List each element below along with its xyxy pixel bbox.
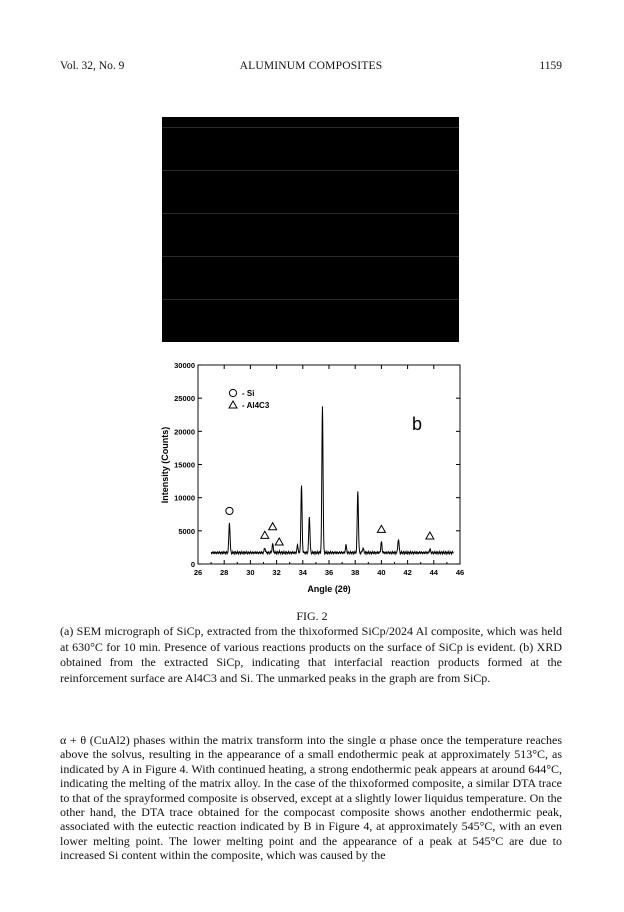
y-tick-label: 10000	[174, 493, 195, 503]
running-title: ALUMINUM COMPOSITES	[239, 60, 383, 72]
legend-al4c3-marker	[229, 401, 237, 408]
scan-line	[162, 213, 459, 214]
y-tick-label: 0	[190, 560, 195, 569]
xrd-chart	[150, 345, 480, 607]
si-peak-marker	[226, 507, 233, 514]
x-tick-label: 26	[193, 568, 203, 577]
page-number: 1159	[539, 60, 562, 72]
caption-text: (a) SEM micrograph of SiCp, extracted from the thixoformed SiCp/2024 Al composite, which was held at 630°C for 10 min. Presence of various reactions products on the surface of SiCp is evident. (b) XRD obtained from the extracted SiCp, indicating that interfacial reaction products formed at the reinforcement surface are Al4C3 and Si. The unmarked peaks in the graph are from SiCp.	[60, 624, 562, 685]
scan-line	[162, 170, 459, 171]
sem-micrograph	[162, 117, 459, 342]
al4c3-peak-marker	[426, 532, 434, 539]
x-tick-label: 42	[403, 568, 412, 577]
al4c3-peak-marker	[261, 531, 269, 538]
x-tick-label: 32	[272, 568, 281, 577]
x-tick-label: 40	[377, 568, 386, 577]
y-tick-label: 30000	[174, 361, 195, 370]
figure-caption	[60, 624, 562, 686]
figure-label: FIG. 2	[296, 609, 328, 623]
body-paragraph: α + θ (CuAl2) phases within the matrix transform into the single α phase once the temperature reaches above the solvus, resulting in the appearance of a small endothermic peak at approximately 513°C, as indicated by A in Figure 4. With continued heating, a strong endothermic peak appears at around 644°C, indicating the melting of the matrix alloy. In the case of the thixoformed composite, a similar DTA trace to that of the sprayformed composite is observed, except at a slightly lower liquidus temperature. On the other hand, the DTA trace obtained for the compocast composite shows another endothermic peak, associated with the eutectic reaction indicated by B in Figure 4, at approximately 545°C, with an even lower melting point. The lower melting point and the appearance of a peak at 545°C are due to increased Si content within the composite, which was caused by the	[60, 733, 562, 863]
panel-label: b	[412, 414, 423, 434]
legend-si-marker	[229, 389, 236, 396]
legend	[229, 389, 270, 410]
legend-al4c3-label: - Al4C3	[242, 401, 270, 410]
scan-line	[162, 256, 459, 257]
journal-volume: Vol. 32, No. 9	[60, 60, 125, 72]
scan-line	[162, 127, 459, 128]
x-tick-label: 38	[351, 568, 360, 577]
axis-ticks	[198, 365, 460, 564]
y-tick-label: 25000	[174, 394, 195, 404]
al4c3-peak-marker	[377, 525, 385, 532]
body-text	[60, 733, 562, 863]
al4c3-peak-marker	[269, 523, 277, 530]
x-tick-label: 44	[429, 568, 438, 577]
y-tick-label: 20000	[174, 427, 195, 437]
plot-frame	[198, 365, 460, 564]
y-tick-labels	[174, 361, 195, 569]
y-tick-label: 5000	[178, 526, 195, 536]
x-tick-label: 36	[324, 568, 334, 577]
x-tick-label: 46	[455, 568, 465, 577]
scan-line	[162, 299, 459, 300]
phase-markers	[226, 507, 434, 545]
x-tick-label: 28	[220, 568, 229, 577]
x-tick-label: 30	[246, 568, 255, 577]
x-tick-label: 34	[298, 568, 307, 577]
al4c3-peak-marker	[275, 538, 283, 545]
y-tick-label: 15000	[174, 460, 195, 470]
x-tick-labels	[194, 568, 464, 577]
x-axis-label: Angle (2θ)	[307, 584, 351, 594]
legend-si-label: - Si	[242, 389, 255, 398]
running-header	[60, 60, 562, 76]
y-axis-label: Intensity (Counts)	[160, 426, 170, 504]
